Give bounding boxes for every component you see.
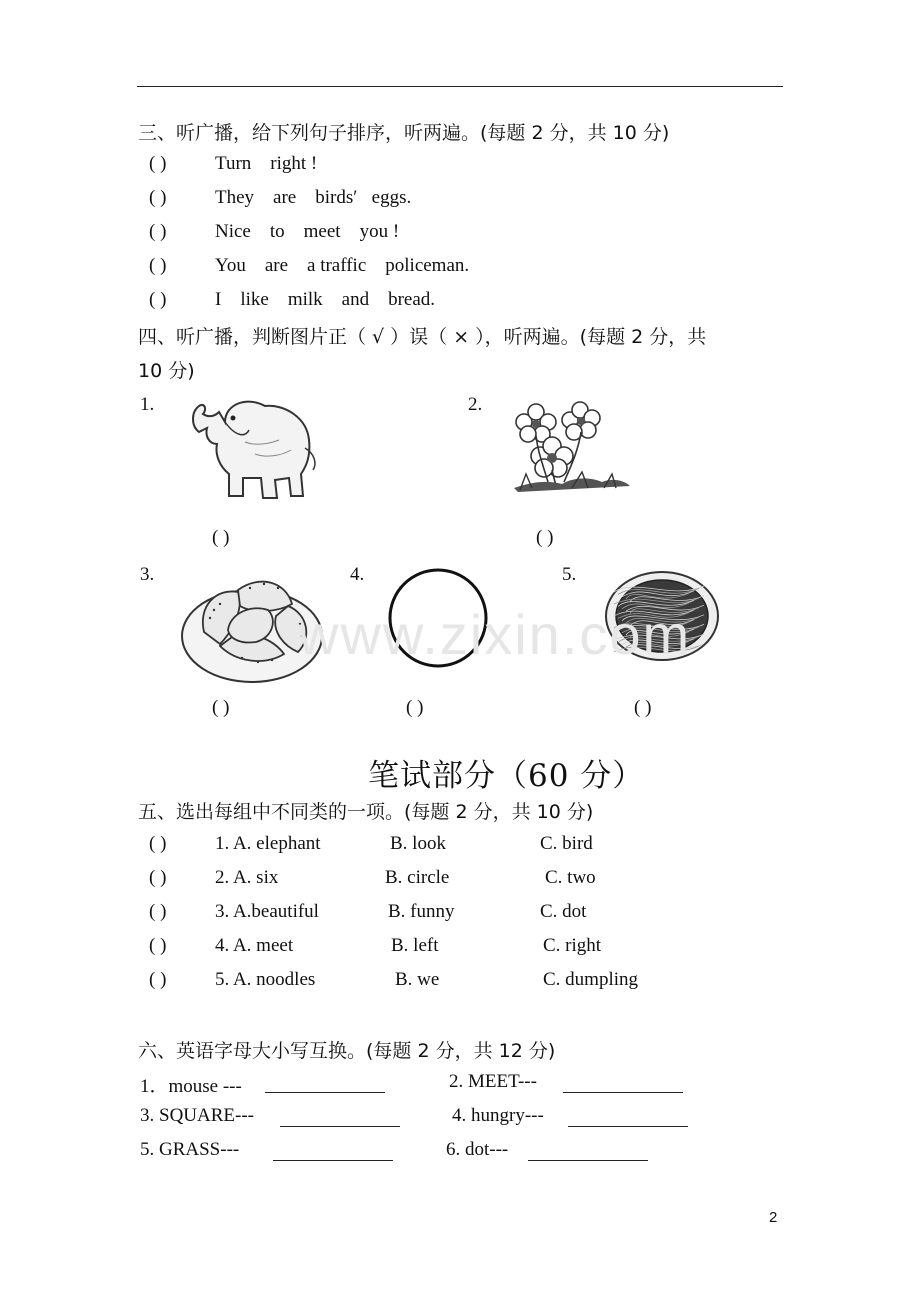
picture-5-answer[interactable]: ( )	[634, 697, 652, 718]
section6-answer-blank[interactable]	[563, 1092, 683, 1093]
section6-answer-blank[interactable]	[280, 1126, 400, 1127]
section4-heading-line1: 四、听广播，判断图片正（ √ ）误（ × ），听两遍。(每题 2 分，共	[138, 326, 707, 348]
picture-1-answer[interactable]: ( )	[212, 527, 230, 548]
section6-item-label: 2. MEET---	[449, 1071, 537, 1092]
section3-sentence: Nice to meet you !	[215, 221, 400, 242]
picture-2-answer[interactable]: ( )	[536, 527, 554, 548]
section3-sentence: They are birds′ eggs.	[215, 187, 412, 208]
section6-answer-blank[interactable]	[273, 1160, 393, 1161]
section3-sentence: You are a traffic policeman.	[215, 255, 470, 276]
section5-option-a: 1. A. elephant	[215, 833, 321, 854]
section5-option-b: B. funny	[388, 901, 455, 922]
written-part-title: 笔试部分（60 分）	[368, 758, 645, 794]
section3-answer-paren[interactable]: ( )	[149, 153, 167, 174]
section5-option-c: C. two	[545, 867, 596, 888]
elephant-picture	[185, 392, 320, 504]
section5-option-c: C. dot	[540, 901, 587, 922]
section5-answer-paren[interactable]: ( )	[149, 901, 167, 922]
picture-3-number: 3.	[140, 564, 155, 585]
section5-option-b: B. look	[390, 833, 446, 854]
section5-answer-paren[interactable]: ( )	[149, 935, 167, 956]
picture-2-number: 2.	[468, 394, 483, 415]
section5-answer-paren[interactable]: ( )	[149, 833, 167, 854]
section6-answer-blank[interactable]	[528, 1160, 648, 1161]
section5-option-a: 5. A. noodles	[215, 969, 316, 990]
watermark-text: www.zixin.com	[298, 603, 692, 666]
section5-option-b: B. we	[395, 969, 440, 990]
section3-answer-paren[interactable]: ( )	[149, 221, 167, 242]
header-rule	[137, 86, 783, 87]
section5-option-a: 3. A.beautiful	[215, 901, 319, 922]
section6-item-label: 1．mouse ---	[140, 1076, 242, 1097]
section5-option-c: C. bird	[540, 833, 593, 854]
section6-item-label: 6. dot---	[446, 1139, 509, 1160]
section3-heading: 三、听广播，给下列句子排序，听两遍。(每题 2 分，共 10 分)	[138, 122, 670, 144]
picture-5-number: 5.	[562, 564, 577, 585]
section6-answer-blank[interactable]	[265, 1092, 385, 1093]
section3-sentence: Turn right !	[215, 153, 318, 174]
page-number: 2	[769, 1209, 778, 1226]
section5-answer-paren[interactable]: ( )	[149, 867, 167, 888]
picture-4-number: 4.	[350, 564, 365, 585]
section5-option-a: 2. A. six	[215, 867, 279, 888]
section3-answer-paren[interactable]: ( )	[149, 255, 167, 276]
section5-answer-paren[interactable]: ( )	[149, 969, 167, 990]
picture-4-answer[interactable]: ( )	[406, 697, 424, 718]
section6-item-label: 3. SQUARE---	[140, 1105, 254, 1126]
picture-3-answer[interactable]: ( )	[212, 697, 230, 718]
section6-item-label: 4. hungry---	[452, 1105, 544, 1126]
section3-answer-paren[interactable]: ( )	[149, 289, 167, 310]
section5-option-b: B. left	[391, 935, 439, 956]
picture-1-number: 1.	[140, 394, 155, 415]
section5-option-c: C. right	[543, 935, 602, 956]
section6-item-label: 5. GRASS---	[140, 1139, 240, 1160]
section5-option-a: 4. A. meet	[215, 935, 294, 956]
flowers-picture	[512, 402, 634, 496]
section4-heading-line2: 10 分)	[138, 360, 195, 382]
section3-answer-paren[interactable]: ( )	[149, 187, 167, 208]
section5-option-b: B. circle	[385, 867, 450, 888]
section5-option-c: C. dumpling	[543, 969, 639, 990]
section3-sentence: I like milk and bread.	[215, 289, 436, 310]
section6-answer-blank[interactable]	[568, 1126, 688, 1127]
section5-heading: 五、选出每组中不同类的一项。(每题 2 分，共 10 分)	[138, 801, 594, 823]
section6-heading: 六、英语字母大小写互换。(每题 2 分，共 12 分)	[138, 1040, 556, 1062]
